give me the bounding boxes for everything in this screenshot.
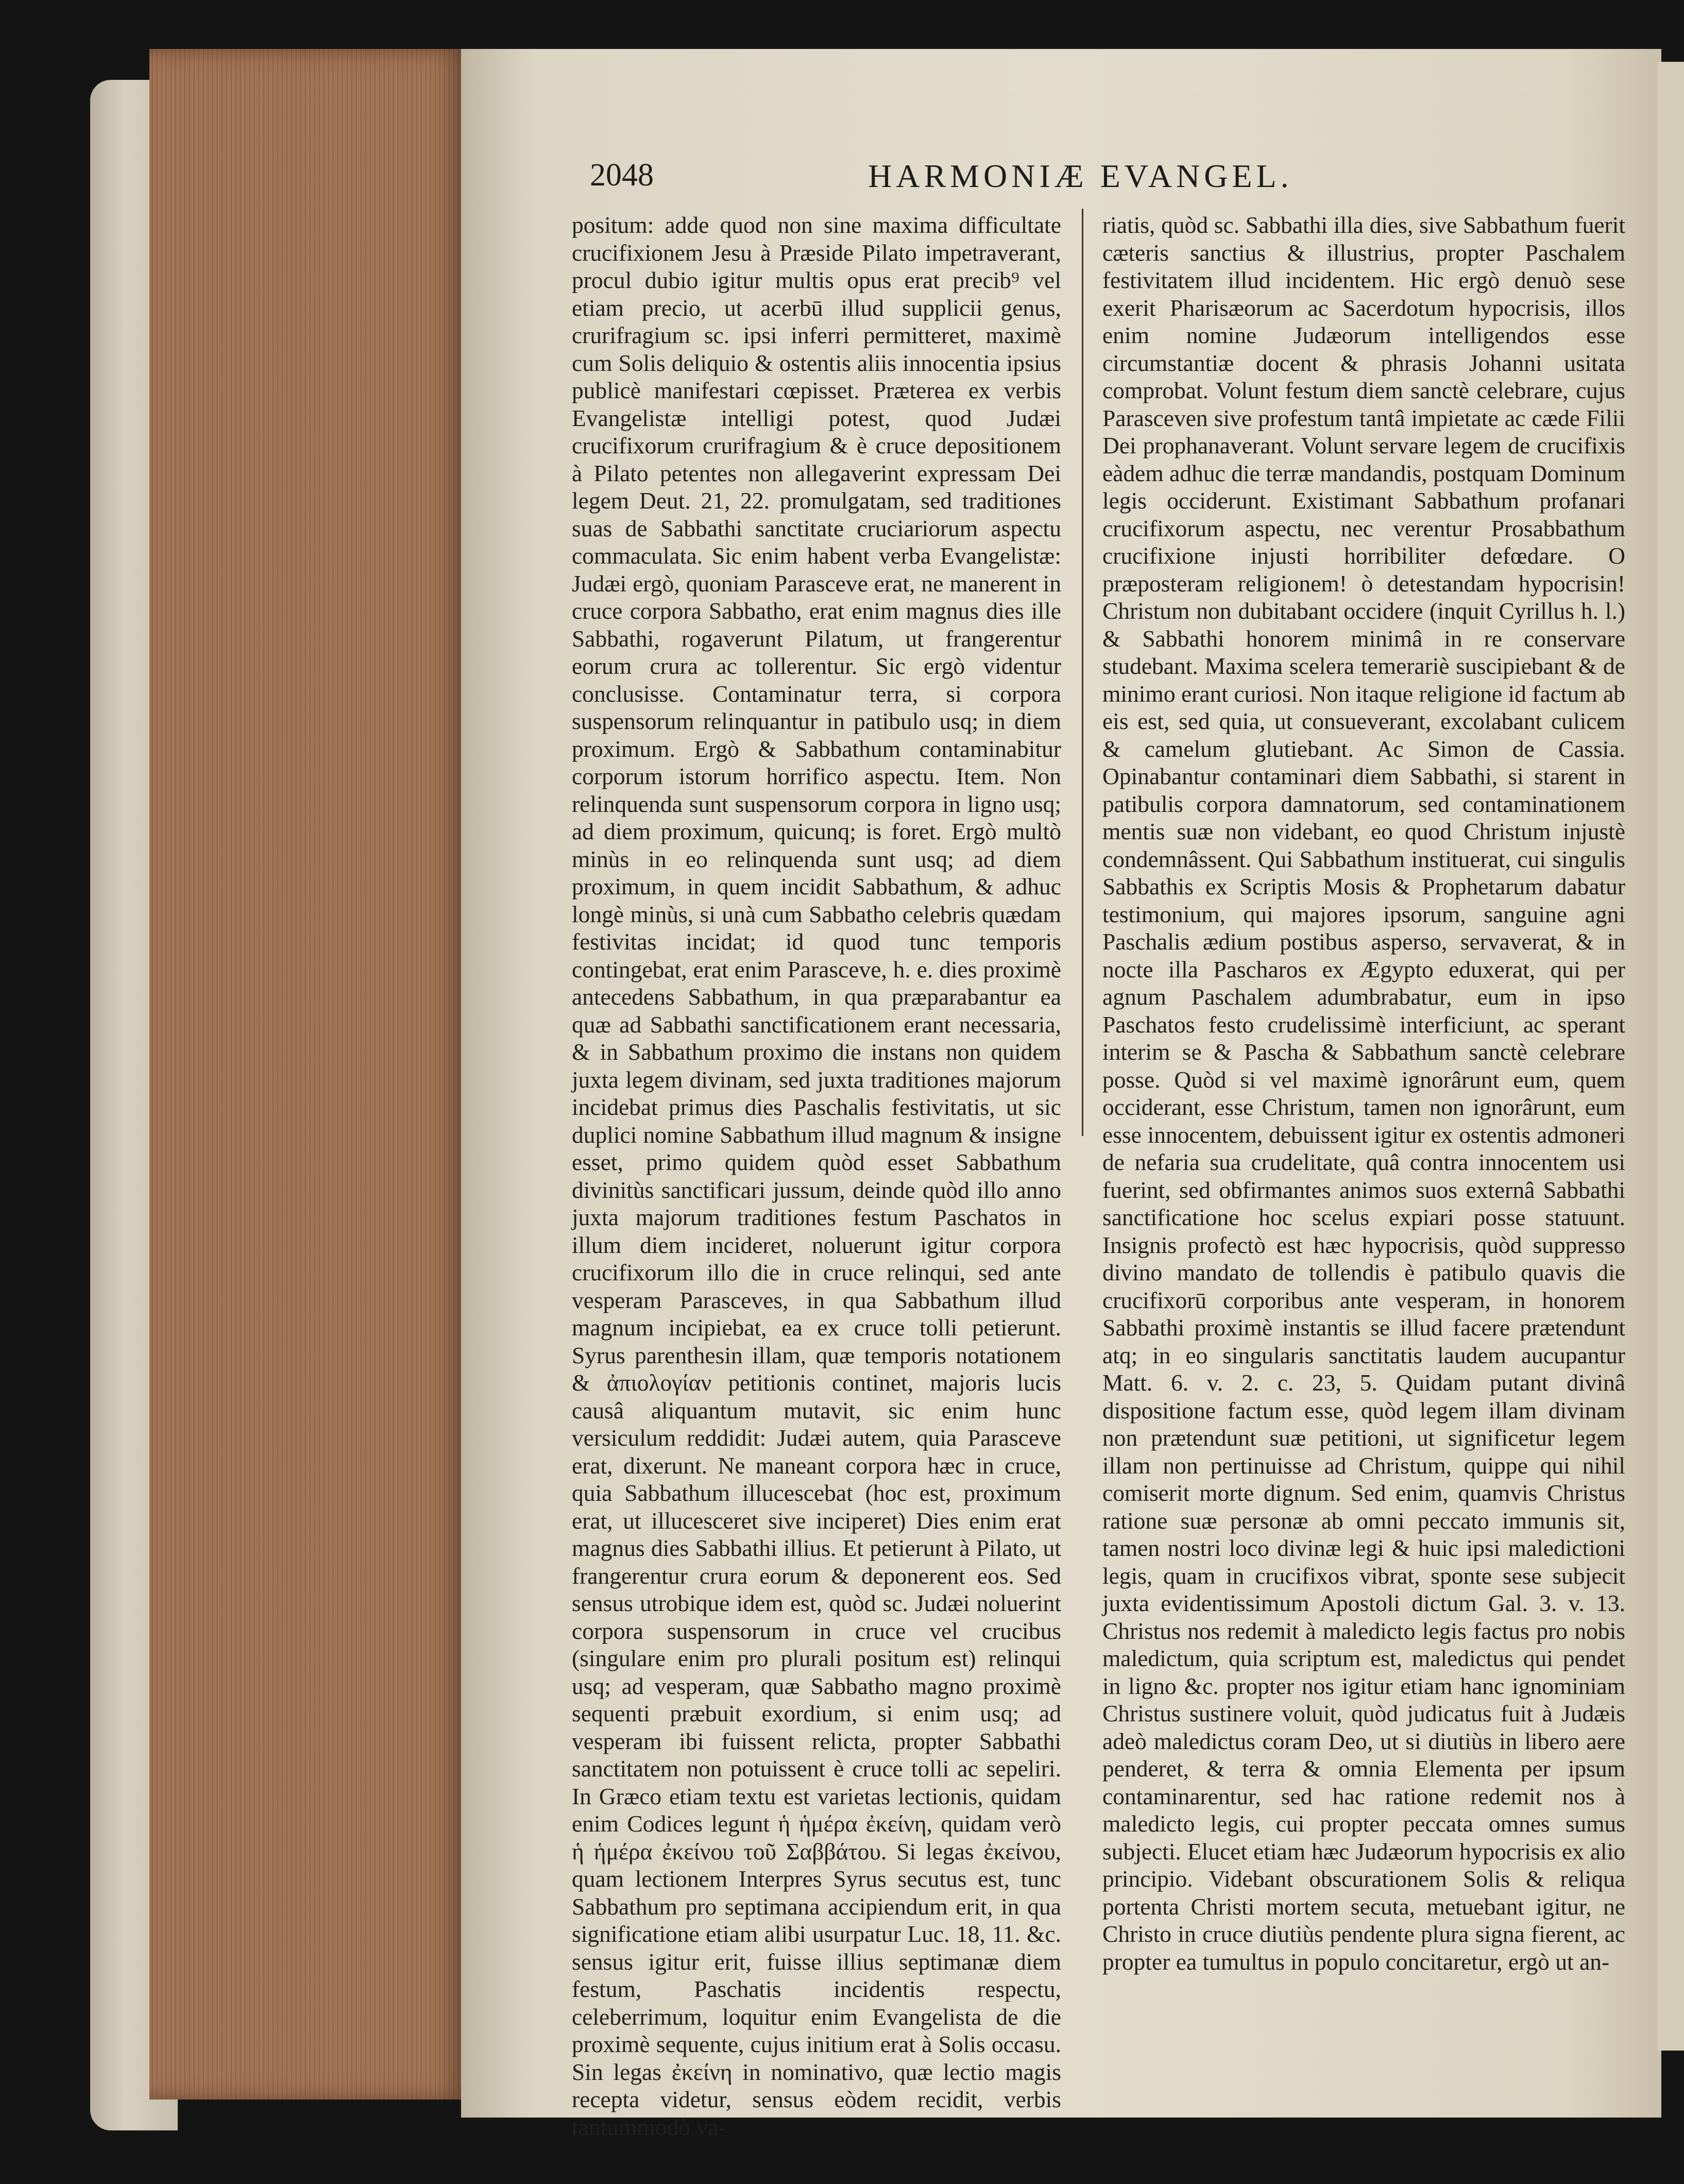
book-page xyxy=(461,49,1661,2140)
text-column-left: positum: adde quod non sine maxima difficultate crucifixionem Jesu à Præside Pilato impetraverant, procul dubio igitur multis opus erat precib⁹ vel etiam precio, ut acerbū illud supplicii genus, crurifragium sc. ipsi inferri permitteret, maximè cum Solis deliquio & ostentis aliis innocentia ipsius publicè manifestari cœpisset. Præterea ex verbis Evangelistæ intelligi potest, quod Judæi crucifixorum crurifragium & è cruce depositionem à Pilato petentes non allegaverint expressam Dei legem Deut. 21, 22. promulgatam, sed traditiones suas de Sabbathi sanctitate cruciariorum aspectu commaculata. Sic enim habent verba Evangelistæ: Judæi ergò, quoniam Parasceve erat, ne manerent in cruce corpora Sabbatho, erat enim magnus dies ille Sabbathi, rogaverunt Pilatum, ut frangerentur eorum crura ac tollerentur. Sic ergò videntur conclusisse. Contaminatur terra, si corpora suspensorum relinquantur in patibulo usq; in diem proximum. Ergò & Sabbathum contaminabitur corporum istorum horrifico aspectu. Item. Non relinquenda sunt suspensorum corpora in ligno usq; ad diem proximum, quicunq; is foret. Ergò multò minùs in eo relinquenda sunt usq; ad diem proximum, in quem incidit Sabbathum, & adhuc longè minùs, si unà cum Sabbatho celebris quædam festivitas incidat; id quod tunc temporis contingebat, erat enim Parasceve, h. e. dies proximè antecedens Sabbathum, in qua præparabantur ea quæ ad Sabbathi sanctificationem erant necessaria, & in Sabbathum proximo die instans non quidem juxta legem divinam, sed juxta traditiones majorum incidebat primus dies Paschalis festivitatis, ut sic duplici nomine Sabbathum illud magnum & insigne esset, primo quidem quòd esset Sabbathum divinitùs sanctificari jussum, deinde quòd illo anno juxta majorum traditiones festum Paschatos in illum diem incideret, noluerunt igitur corpora crucifixorum illo die in cruce relinqui, sed ante vesperam Parasceves, in qua Sabbathum illud magnum incipiebat, ea ex cruce tolli petierunt. Syrus parenthesin illam, quæ temporis notationem & ἀπιολογίαν petitionis continet, majoris lucis causâ aliquantum mutavit, sic enim hunc versiculum reddidit: Judæi autem, quia Parasceve erat, dixerunt. Ne maneant corpora hæc in cruce, quia Sabbathum illucescebat (hoc est, proximum erat, ut illucesceret sive inciperet) Dies enim erat magnus dies Sabbathi illius. Et petierunt à Pilato, ut frangerentur crura eorum & deponerent eos. Sed sensus utrobique idem est, quòd sc. Judæi noluerint corpora suspensorum in cruce vel crucibus (singulare enim pro plurali positum est) relinqui usq; ad vesperam, quæ Sabbatho magno proximè sequenti præbuit exordium, si enim usq; ad vesperam ibi fuissent relicta, propter Sabbathi sanctitatem non potuissent è cruce tolli ac sepeliri. In Græco etiam textu est varietas lectionis, quidam enim Codices legunt ἡ ἡμέρα ἐκείνη, quidam verò ἡ ἡμέρα ἐκείνου τοῦ Σαββάτου. Si legas ἐκείνου, quam lectionem Interpres Syrus secutus est, tunc Sabbathum pro septimana accipiendum erit, in qua significatione etiam alibi usurpatur Luc. 18, 11. &c. sensus igitur erit, fuisse illius septimanæ diem festum, Paschatis incidentis respectu, celeberrimum, loquitur enim Evangelista de die proximè sequente, cujus initium erat à Solis occasu. Sin legas ἐκείνη in nominativo, quæ lectio magis recepta videtur, sensus eòdem recidit, verbis tantummodò va- xyxy=(572,212,1061,2140)
running-title: HARMONIÆ EVANGEL. xyxy=(868,158,1293,194)
running-head xyxy=(590,157,1620,209)
column-rule xyxy=(1082,209,1083,1136)
next-page-edge xyxy=(1658,62,1684,2051)
text-column-right: riatis, quòd sc. Sabbathi illa dies, sive Sabbathum fuerit cæteris sanctius & illustrius, propter Paschalem festivitatem illud incidentem. Hic ergò denuò sese exerit Pharisæorum ac Sacerdotum hypocrisis, illos enim nomine Judæorum intelligendos esse circumstantiæ docent & phrasis Johanni usitata comprobat. Volunt festum diem sanctè celebrare, cujus Parasceven sive profestum tantâ impietate ac cæde Filii Dei prophanaverant. Volunt servare legem de crucifixis eàdem adhuc die terræ mandandis, postquam Dominum legis occiderunt. Existimant Sabbathum profanari crucifixorum aspectu, nec verentur Prosabbathum crucifixione injusti horribiliter defœdare. O præposteram religionem! ò detestandam hypocrisin! Christum non dubitabant occidere (inquit Cyrillus h. l.) & Sabbathi honorem minimâ in re conservare studebant. Maxima scelera temerariè suscipiebant & de minimo erant curiosi. Non itaque religione id factum ab eis est, sed quia, ut consueverant, excolabant culicem & camelum glutiebant. Ac Simon de Cassia. Opinabantur contaminari diem Sabbathi, si starent in patibulis corpora damnatorum, sed contaminationem mentis suæ non videbant, eo quod Christum injustè condemnâssent. Qui Sabbathum instituerat, cui singulis Sabbathis ex Scriptis Mosis & Prophetarum dabatur testimonium, qui majores ipsorum, sanguine agni Paschalis ædium postibus asperso, servaverat, & in nocte illa Pascharos ex Ægypto eduxerat, qui per agnum Paschalem adumbrabatur, eum in ipso Paschatos festo crudelissimè interficiunt, ac sperant interim se & Pascha & Sabbathum sanctè celebrare posse. Quòd si vel maximè ignorârunt eum, quem occiderant, esse Christum, tamen non ignorârunt, eum esse innocentem, debuissent igitur ex ostentis admoneri de nefaria sua crudelitate, quâ contra innocentem usi fuerint, sed obfirmantes animos suos externâ Sabbathi sanctificatione hoc scelus expiari posse statuunt. Insignis profectò est hæc hypocrisis, quòd suppresso divino mandato de tollendis è patibulo quavis die crucifixorū corporibus ante vesperam, in honorem Sabbathi proximè instantis se illud facere prætendunt atq; in eo singularis sanctitatis laudem aucupantur Matt. 6. v. 2. c. 23, 5. Quidam putant divinâ dispositione factum esse, quòd legem illam divinam non prætendunt suæ petitioni, ut significetur legem illam non pertinuisse ad Christum, quippe qui nihil comiserit morte dignum. Sed enim, quamvis Christus ratione suæ personæ ab omni peccato immunis sit, tamen nostri loco divinæ legi & huic ipsi maledictioni legis, quam in crucifixos vibrat, sponte sese subjecit juxta evidentissimum Apostoli dictum Gal. 3. v. 13. Christus nos redemit à maledicto legis factus pro nobis maledictum, quia scriptum est, maledictus qui pendet in ligno &c. propter nos igitur etiam hanc ignominiam Christus sustinere voluit, quòd judicatus fuit à Judæis adeò maledictus coram Deo, ut si diutiùs in libero aere penderet, & terra & omnia Elementa per ipsum contaminarentur, sed hac ratione redemit nos à maledicto legis, cui propter peccata omnes sumus subjecti. Elucet etiam hæc Judæorum hypocrisis ex alio principio. Videbant obscurationem Solis & reliqua portenta Christi mortem secuta, metuebant igitur, ne Christo in cruce diutiùs pendente plura signa fierent, ac propter ea tumultus in populo concitaretur, ergò ut an- xyxy=(1102,212,1625,1975)
page-block-edges xyxy=(149,49,469,2100)
page-number: 2048 xyxy=(590,158,654,193)
